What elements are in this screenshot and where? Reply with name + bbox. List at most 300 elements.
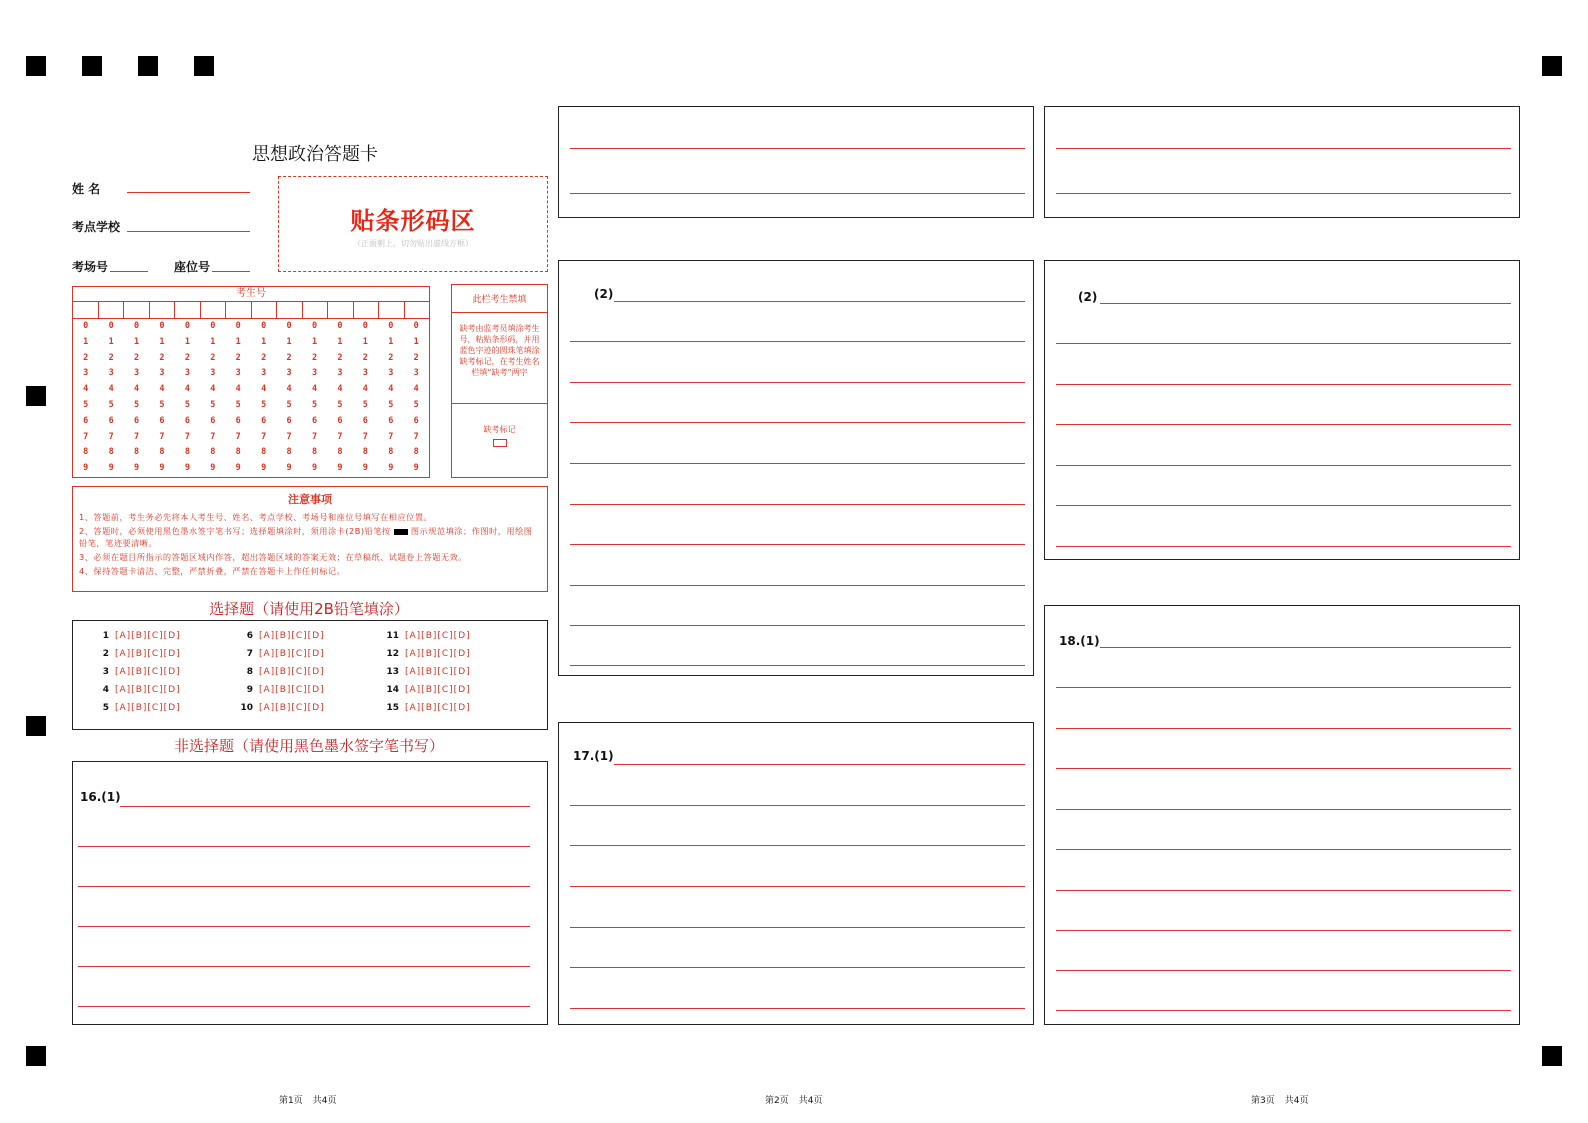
digit-bubble[interactable]: 1 (311, 336, 318, 347)
digit-bubble[interactable]: 2 (83, 352, 89, 363)
writing-line (78, 846, 530, 847)
writing-line (1056, 849, 1511, 850)
digit-bubble[interactable]: 2 (286, 352, 292, 363)
registration-mark (138, 56, 158, 76)
digit-bubble[interactable]: 8 (184, 447, 190, 458)
school-label: 考点学校 (72, 220, 121, 234)
digit-bubble[interactable]: 7 (159, 431, 165, 442)
id-write-cell[interactable] (379, 302, 405, 318)
choice-options[interactable]: [A][B][C][D] (405, 631, 471, 641)
page-title: 思想政治答题卡 (252, 144, 378, 165)
digit-bubble[interactable]: 3 (83, 368, 89, 379)
digit-bubble[interactable]: 0 (184, 321, 190, 331)
digit-bubble[interactable]: 3 (362, 368, 368, 379)
digit-bubble[interactable]: 2 (362, 352, 368, 363)
digit-bubble[interactable]: 3 (210, 368, 216, 379)
digit-bubble[interactable]: 8 (261, 447, 267, 458)
choice-answer-box (72, 620, 548, 730)
id-write-cell[interactable] (277, 302, 303, 318)
notes-title: 注意事项 (288, 493, 332, 506)
q18-label: 18.(1) (1059, 634, 1100, 648)
choice-number: 4 (102, 685, 109, 695)
digit-bubble[interactable]: 0 (159, 321, 165, 331)
choice-options[interactable]: [A][B][C][D] (405, 685, 471, 695)
writing-line (1056, 890, 1511, 891)
digit-bubble[interactable]: 8 (210, 447, 216, 458)
digit-bubble[interactable]: 5 (362, 399, 368, 410)
writing-line (1056, 768, 1511, 769)
writing-line (1056, 465, 1511, 466)
choice-item[interactable] (381, 685, 471, 703)
choice-options[interactable]: [A][B][C][D] (259, 667, 325, 677)
digit-bubble[interactable]: 8 (311, 447, 318, 458)
digit-bubble[interactable]: 4 (235, 384, 241, 395)
choice-number: 13 (386, 667, 399, 677)
digit-row (73, 430, 429, 446)
choice-number: 2 (102, 649, 109, 659)
digit-bubble[interactable]: 4 (311, 384, 318, 395)
seat-field[interactable] (212, 271, 250, 272)
name-label: 姓 名 (72, 182, 101, 196)
writing-line (570, 382, 1025, 383)
barcode-note: （正面朝上，切勿贴出虚线方框） (353, 239, 473, 248)
digit-bubble[interactable]: 6 (413, 415, 419, 426)
absent-header: 此栏考生禁填 (452, 285, 547, 313)
digit-bubble[interactable]: 3 (108, 368, 114, 379)
id-write-cell[interactable] (405, 302, 430, 318)
id-write-cell[interactable] (124, 302, 150, 318)
id-write-cell[interactable] (226, 302, 252, 318)
nonchoice-title: 非选择题（请使用黑色墨水签字笔书写） (173, 737, 444, 755)
writing-line (78, 1006, 530, 1007)
writing-line (1100, 303, 1511, 304)
writing-line (1056, 148, 1511, 149)
digit-bubble[interactable]: 6 (184, 415, 190, 426)
writing-line (570, 504, 1025, 505)
choice-number: 8 (246, 667, 253, 677)
digit-bubble[interactable]: 8 (133, 447, 140, 458)
digit-bubble[interactable]: 5 (184, 399, 190, 410)
digit-bubble[interactable]: 9 (362, 463, 368, 474)
digit-bubble[interactable]: 6 (261, 415, 267, 426)
digit-bubble[interactable]: 9 (235, 463, 241, 474)
digit-bubble[interactable]: 9 (210, 463, 216, 474)
choice-options[interactable]: [A][B][C][D] (115, 703, 181, 713)
digit-bubble[interactable]: 4 (362, 384, 368, 395)
choice-number: 5 (102, 703, 109, 713)
digit-bubble[interactable]: 9 (388, 463, 394, 474)
digit-bubble[interactable]: 9 (337, 463, 343, 474)
digit-bubble[interactable]: 3 (159, 368, 165, 379)
choice-item[interactable] (235, 631, 325, 649)
digit-bubble[interactable]: 3 (388, 368, 394, 379)
seat-label: 座位号 (174, 260, 211, 274)
digit-bubble[interactable]: 5 (286, 399, 292, 410)
choice-item[interactable] (91, 685, 181, 703)
digit-bubble[interactable]: 6 (83, 415, 89, 426)
digit-bubble[interactable]: 0 (83, 321, 89, 331)
choice-item[interactable] (91, 649, 181, 667)
digit-bubble[interactable]: 8 (159, 447, 165, 458)
choice-options[interactable]: [A][B][C][D] (405, 703, 471, 713)
digit-bubble[interactable]: 9 (108, 463, 114, 474)
id-write-cell[interactable] (99, 302, 125, 318)
digit-bubble[interactable]: 1 (337, 336, 343, 347)
digit-bubble[interactable]: 1 (413, 336, 419, 347)
choice-number: 15 (386, 703, 399, 713)
digit-bubble[interactable]: 9 (133, 463, 140, 474)
writing-line (1056, 970, 1511, 971)
part2-label: (2) (594, 287, 614, 301)
digit-bubble[interactable]: 7 (108, 431, 114, 442)
digit-bubble[interactable]: 3 (286, 368, 292, 379)
digit-bubble[interactable]: 5 (159, 399, 165, 410)
choice-number: 9 (246, 685, 253, 695)
part2-label: (2) (1078, 290, 1098, 304)
digit-bubble[interactable]: 7 (133, 431, 140, 442)
digit-bubble[interactable]: 8 (83, 447, 89, 458)
choice-item[interactable] (235, 667, 325, 685)
page-footer-2: 第2页 共4页 (765, 1096, 823, 1106)
answer-box-col3-part2[interactable] (1044, 260, 1520, 560)
digit-bubble[interactable]: 8 (362, 447, 368, 458)
choice-item[interactable] (381, 631, 471, 649)
digit-bubble[interactable]: 4 (337, 384, 343, 395)
digit-bubble[interactable]: 6 (235, 415, 241, 426)
digit-bubble[interactable]: 8 (235, 447, 241, 458)
fill-sample-mark (394, 529, 408, 535)
digit-bubble[interactable]: 6 (286, 415, 292, 426)
choice-item[interactable] (381, 703, 471, 721)
choice-title: 选择题（请使用2B铅笔填涂） (209, 600, 409, 618)
barcode-title: 贴条形码区 (350, 207, 476, 235)
digit-bubble[interactable]: 4 (286, 384, 292, 395)
digit-bubble[interactable]: 7 (210, 431, 216, 442)
choice-item[interactable] (235, 703, 325, 721)
writing-line (570, 585, 1025, 586)
digit-bubble[interactable]: 6 (159, 415, 165, 426)
digit-bubble[interactable]: 5 (261, 399, 267, 410)
digit-bubble[interactable]: 1 (133, 336, 140, 347)
choice-number: 11 (386, 631, 399, 641)
digit-bubble[interactable]: 2 (184, 352, 190, 363)
digit-bubble[interactable]: 0 (235, 321, 241, 331)
note-item: 3、必须在题目所指示的答题区域内作答，超出答题区域的答案无效；在草稿纸、试题卷上答题无效。 (79, 552, 467, 562)
digit-bubble[interactable]: 7 (362, 431, 368, 442)
digit-bubble[interactable]: 2 (337, 352, 343, 363)
writing-line (570, 193, 1025, 194)
note-item: 4、保持答题卡清洁、完整，严禁折叠，严禁在答题卡上作任何标记。 (79, 566, 346, 576)
choice-options[interactable]: [A][B][C][D] (115, 685, 181, 695)
digit-bubble[interactable]: 9 (261, 463, 267, 474)
writing-line (570, 927, 1025, 928)
digit-bubble[interactable]: 7 (261, 431, 267, 442)
page-footer-1: 第1页 共4页 (279, 1096, 337, 1106)
writing-line (570, 463, 1025, 464)
choice-options[interactable]: [A][B][C][D] (259, 631, 325, 641)
digit-bubble[interactable]: 1 (159, 336, 165, 347)
choice-options[interactable]: [A][B][C][D] (115, 667, 181, 677)
registration-mark (1542, 1046, 1562, 1066)
answer-box-col3-top[interactable] (1044, 106, 1520, 218)
choice-number: 14 (386, 685, 399, 695)
digit-bubble[interactable]: 9 (83, 463, 89, 474)
writing-line (570, 805, 1025, 806)
choice-item[interactable] (381, 649, 471, 667)
writing-line (570, 544, 1025, 545)
registration-mark (1542, 56, 1562, 76)
digit-bubble[interactable]: 2 (133, 352, 140, 363)
digit-bubble[interactable]: 5 (388, 399, 394, 410)
student-id-grid (72, 286, 430, 478)
registration-mark (26, 386, 46, 406)
digit-bubble[interactable]: 0 (362, 321, 368, 331)
digit-bubble[interactable]: 1 (261, 336, 267, 347)
digit-bubble[interactable]: 9 (413, 463, 419, 474)
digit-bubble[interactable]: 1 (210, 336, 216, 347)
choice-number: 10 (240, 703, 253, 713)
room-field[interactable] (110, 271, 148, 272)
digit-bubble[interactable]: 0 (388, 321, 394, 331)
digit-bubble[interactable]: 4 (108, 384, 114, 395)
writing-line (1100, 647, 1511, 648)
student-id-bubbles[interactable] (73, 319, 429, 477)
q17-label: 17.(1) (573, 749, 614, 763)
digit-bubble[interactable]: 3 (235, 368, 241, 379)
choice-item[interactable] (91, 631, 181, 649)
digit-bubble[interactable]: 3 (184, 368, 190, 379)
digit-bubble[interactable]: 9 (184, 463, 190, 474)
writing-line (570, 845, 1025, 846)
digit-bubble[interactable]: 5 (133, 399, 140, 410)
answer-box-q18[interactable] (1044, 605, 1520, 1025)
digit-bubble[interactable]: 4 (210, 384, 216, 395)
digit-row (73, 366, 429, 382)
digit-bubble[interactable]: 7 (286, 431, 292, 442)
writing-line (570, 1008, 1025, 1009)
id-write-cell[interactable] (354, 302, 380, 318)
id-write-cell[interactable] (175, 302, 201, 318)
digit-bubble[interactable]: 6 (108, 415, 114, 426)
id-write-cell[interactable] (303, 302, 329, 318)
barcode-area (278, 176, 548, 272)
id-write-cell[interactable] (252, 302, 278, 318)
q16-label: 16.(1) (80, 790, 121, 804)
digit-bubble[interactable]: 5 (108, 399, 114, 410)
digit-bubble[interactable]: 5 (210, 399, 216, 410)
digit-bubble[interactable]: 2 (388, 352, 394, 363)
choice-item[interactable] (381, 667, 471, 685)
digit-bubble[interactable]: 9 (311, 463, 318, 474)
digit-bubble[interactable]: 7 (337, 431, 343, 442)
digit-bubble[interactable]: 1 (83, 336, 89, 347)
id-write-cell[interactable] (201, 302, 227, 318)
digit-bubble[interactable]: 3 (133, 368, 140, 379)
digit-row (73, 319, 429, 335)
writing-line (1056, 424, 1511, 425)
digit-bubble[interactable]: 0 (210, 321, 216, 331)
digit-bubble[interactable]: 3 (337, 368, 343, 379)
digit-row (73, 351, 429, 367)
digit-bubble[interactable]: 1 (235, 336, 241, 347)
writing-line (614, 764, 1025, 765)
writing-line (1056, 728, 1511, 729)
digit-bubble[interactable]: 2 (413, 352, 419, 363)
choice-item[interactable] (235, 685, 325, 703)
digit-bubble[interactable]: 1 (184, 336, 190, 347)
digit-bubble[interactable]: 0 (413, 321, 419, 331)
digit-bubble[interactable]: 1 (362, 336, 368, 347)
digit-bubble[interactable]: 4 (261, 384, 267, 395)
writing-line (1056, 505, 1511, 506)
digit-bubble[interactable]: 6 (210, 415, 216, 426)
digit-bubble[interactable]: 2 (235, 352, 241, 363)
page-footer-3: 第3页 共4页 (1251, 1096, 1309, 1106)
digit-bubble[interactable]: 5 (311, 399, 318, 410)
writing-line (78, 886, 530, 887)
choice-options[interactable]: [A][B][C][D] (405, 649, 471, 659)
writing-line (570, 148, 1025, 149)
writing-line (1056, 384, 1511, 385)
writing-line (570, 886, 1025, 887)
id-write-cell[interactable] (73, 302, 99, 318)
writing-line (570, 967, 1025, 968)
digit-bubble[interactable]: 4 (388, 384, 394, 395)
digit-bubble[interactable]: 2 (261, 352, 267, 363)
digit-bubble[interactable]: 4 (83, 384, 89, 395)
choice-number: 1 (102, 631, 109, 641)
digit-bubble[interactable]: 7 (311, 431, 318, 442)
digit-bubble[interactable]: 4 (159, 384, 165, 395)
digit-bubble[interactable]: 0 (108, 321, 114, 331)
digit-bubble[interactable]: 6 (388, 415, 394, 426)
digit-bubble[interactable]: 2 (210, 352, 216, 363)
digit-bubble[interactable]: 7 (184, 431, 190, 442)
digit-bubble[interactable]: 2 (159, 352, 165, 363)
writing-line (1056, 1010, 1511, 1011)
digit-bubble[interactable]: 0 (286, 321, 292, 331)
notes-box (72, 486, 548, 592)
digit-bubble[interactable]: 3 (261, 368, 267, 379)
name-field[interactable] (127, 192, 250, 193)
writing-line (570, 341, 1025, 342)
writing-line (570, 422, 1025, 423)
digit-bubble[interactable]: 8 (337, 447, 343, 458)
registration-mark (82, 56, 102, 76)
digit-bubble[interactable]: 3 (311, 368, 318, 379)
digit-bubble[interactable]: 1 (388, 336, 394, 347)
answer-box-q17[interactable] (558, 722, 1034, 1025)
answer-box-col2-part2[interactable] (558, 260, 1034, 676)
digit-bubble[interactable]: 2 (311, 352, 318, 363)
digit-bubble[interactable]: 4 (133, 384, 140, 395)
absent-box (451, 284, 548, 478)
digit-row (73, 461, 429, 477)
choice-number: 3 (102, 667, 109, 677)
student-id-write-cells[interactable] (73, 302, 429, 319)
room-label: 考场号 (72, 260, 109, 274)
digit-bubble[interactable]: 8 (388, 447, 394, 458)
choice-item[interactable] (91, 667, 181, 685)
absent-mark-label: 缺考标记 (483, 425, 516, 434)
digit-bubble[interactable]: 6 (133, 415, 140, 426)
digit-bubble[interactable]: 9 (286, 463, 292, 474)
digit-bubble[interactable]: 8 (286, 447, 292, 458)
digit-bubble[interactable]: 5 (413, 399, 419, 410)
digit-bubble[interactable]: 6 (311, 415, 318, 426)
note-item: 1、答题前，考生务必先将本人考生号、姓名、考点学校、考场号和座位号填写在相应位置。 (79, 512, 433, 522)
answer-box-col2-top[interactable] (558, 106, 1034, 218)
id-write-cell[interactable] (150, 302, 176, 318)
digit-row (73, 335, 429, 351)
absent-mark-box[interactable] (493, 439, 507, 447)
choice-item[interactable] (91, 703, 181, 721)
digit-bubble[interactable]: 8 (108, 447, 114, 458)
answer-box-q16[interactable] (72, 761, 548, 1025)
digit-row (73, 414, 429, 430)
writing-line (78, 926, 530, 927)
digit-row (73, 398, 429, 414)
writing-line (1056, 930, 1511, 931)
choice-number: 7 (246, 649, 253, 659)
school-field[interactable] (127, 231, 250, 232)
digit-bubble[interactable]: 0 (261, 321, 267, 331)
digit-bubble[interactable]: 9 (159, 463, 165, 474)
digit-bubble[interactable]: 3 (413, 368, 419, 379)
choice-options[interactable]: [A][B][C][D] (259, 685, 325, 695)
digit-row (73, 382, 429, 398)
student-id-label: 考生号 (73, 287, 429, 302)
digit-bubble[interactable]: 2 (108, 352, 114, 363)
registration-mark (194, 56, 214, 76)
digit-bubble[interactable]: 6 (362, 415, 368, 426)
writing-line (120, 806, 530, 807)
digit-bubble[interactable]: 0 (337, 321, 343, 331)
registration-mark (26, 716, 46, 736)
digit-bubble[interactable]: 0 (311, 321, 318, 331)
digit-bubble[interactable]: 0 (133, 321, 140, 331)
digit-bubble[interactable]: 5 (83, 399, 89, 410)
digit-bubble[interactable]: 8 (413, 447, 419, 458)
id-write-cell[interactable] (328, 302, 354, 318)
digit-bubble[interactable]: 7 (83, 431, 89, 442)
writing-line (1056, 343, 1511, 344)
choice-options[interactable]: [A][B][C][D] (259, 703, 325, 713)
digit-bubble[interactable]: 1 (286, 336, 292, 347)
choice-item[interactable] (235, 649, 325, 667)
digit-bubble[interactable]: 1 (108, 336, 114, 347)
digit-bubble[interactable]: 6 (337, 415, 343, 426)
note-item: 2、答题时，必须使用黑色墨水签字笔书写；选择题填涂时，须用涂卡(2B)铅笔按 图示规范填涂；作图时，用绘图铅笔，笔迹要清晰。 (79, 526, 533, 548)
writing-line (1056, 687, 1511, 688)
choice-options[interactable]: [A][B][C][D] (115, 631, 181, 641)
digit-bubble[interactable]: 7 (413, 431, 419, 442)
digit-bubble[interactable]: 5 (235, 399, 241, 410)
digit-bubble[interactable]: 7 (388, 431, 394, 442)
registration-mark (26, 56, 46, 76)
digit-bubble[interactable]: 4 (184, 384, 190, 395)
digit-bubble[interactable]: 7 (235, 431, 241, 442)
digit-row (73, 445, 429, 461)
choice-options[interactable]: [A][B][C][D] (405, 667, 471, 677)
digit-bubble[interactable]: 4 (413, 384, 419, 395)
choice-options[interactable]: [A][B][C][D] (115, 649, 181, 659)
writing-line (1056, 546, 1511, 547)
registration-mark (26, 1046, 46, 1066)
choice-options[interactable]: [A][B][C][D] (259, 649, 325, 659)
digit-bubble[interactable]: 5 (337, 399, 343, 410)
writing-line (570, 665, 1025, 666)
